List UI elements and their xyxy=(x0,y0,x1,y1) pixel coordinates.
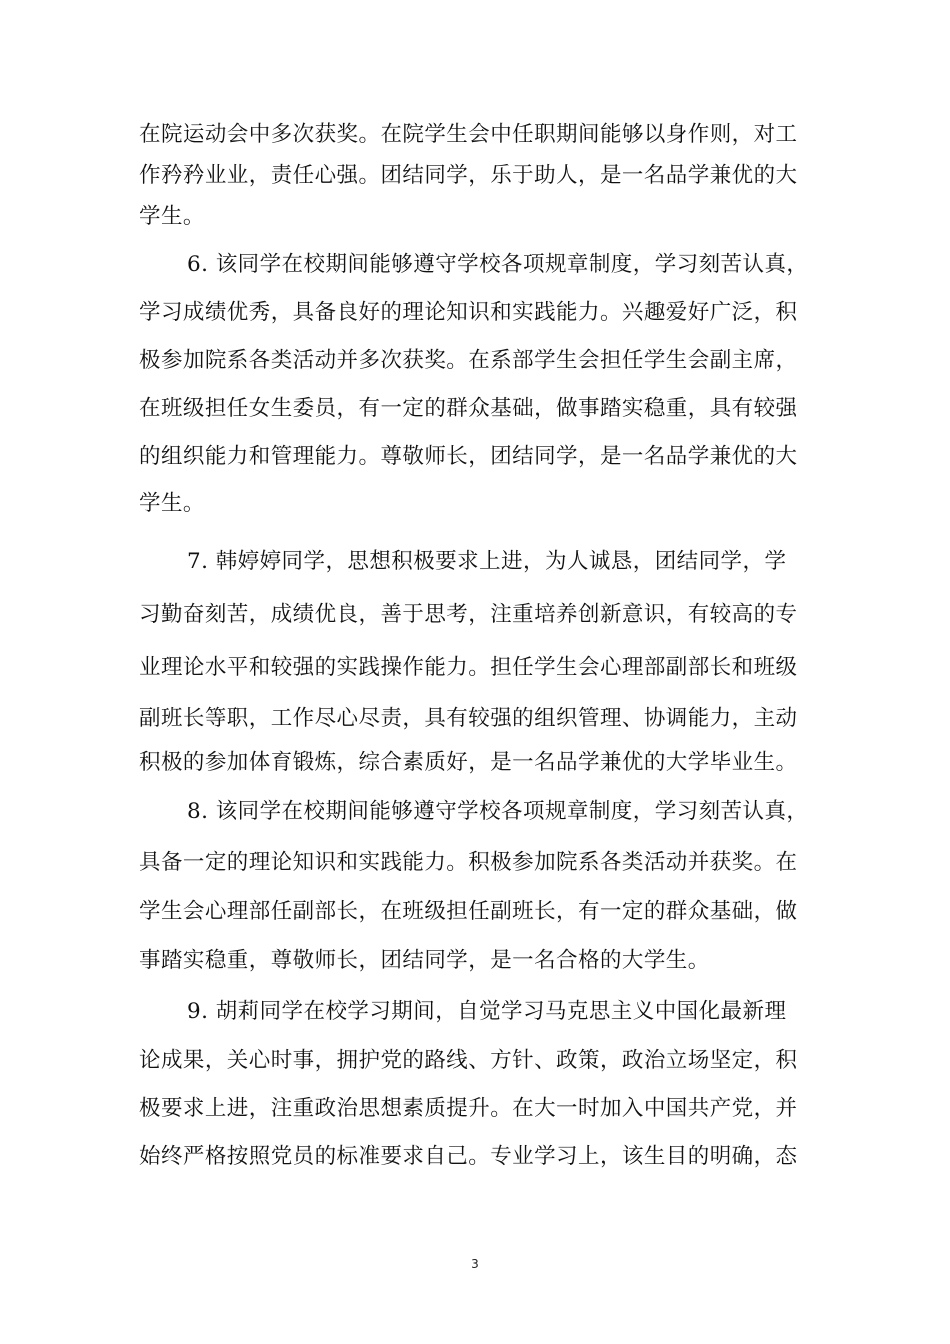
text-line: 在院运动会中多次获奖。在院学生会中任职期间能够以身作则，对工 xyxy=(139,122,798,147)
text-line: 学习成绩优秀，具备良好的理论知识和实践能力。兴趣爱好广泛，积 xyxy=(139,300,798,325)
text-line: 副班长等职，工作尽心尽责，具有较强的组织管理、协调能力，主动 xyxy=(139,706,798,731)
text-line: 学生。 xyxy=(139,491,205,516)
text-line: 7. 韩婷婷同学，思想积极要求上进，为人诚恳，团结同学，学 xyxy=(187,549,787,574)
text-line: 作矜矜业业，责任心强。团结同学，乐于助人，是一名品学兼优的大 xyxy=(139,163,798,188)
text-line: 具备一定的理论知识和实践能力。积极参加院系各类活动并获奖。在 xyxy=(139,850,798,875)
text-line: 始终严格按照党员的标准要求自己。专业学习上，该生目的明确，态 xyxy=(139,1144,798,1169)
text-line: 在班级担任女生委员，有一定的群众基础，做事踏实稳重，具有较强 xyxy=(139,396,798,421)
text-line: 习勤奋刻苦，成绩优良，善于思考，注重培养创新意识，有较高的专 xyxy=(139,602,798,627)
text-line: 论成果，关心时事，拥护党的路线、方针、政策，政治立场坚定，积 xyxy=(139,1048,798,1073)
text-line: 学生。 xyxy=(139,204,205,229)
text-line: 9. 胡莉同学在校学习期间，自觉学习马克思主义中国化最新理 xyxy=(187,999,787,1024)
text-line: 业理论水平和较强的实践操作能力。担任学生会心理部副部长和班级 xyxy=(139,655,798,680)
text-line: 极要求上进，注重政治思想素质提升。在大一时加入中国共产党，并 xyxy=(139,1096,798,1121)
text-line: 的组织能力和管理能力。尊敬师长，团结同学，是一名品学兼优的大 xyxy=(139,444,798,469)
text-line: 6. 该同学在校期间能够遵守学校各项规章制度，学习刻苦认真， xyxy=(187,252,809,277)
text-line: 事踏实稳重，尊敬师长，团结同学，是一名合格的大学生。 xyxy=(139,948,710,973)
text-line: 8. 该同学在校期间能够遵守学校各项规章制度，学习刻苦认真， xyxy=(187,799,809,824)
text-line: 积极的参加体育锻炼，综合素质好，是一名品学兼优的大学毕业生。 xyxy=(139,750,798,775)
text-line: 学生会心理部任副部长，在班级担任副班长，有一定的群众基础，做 xyxy=(139,899,798,924)
text-line: 极参加院系各类活动并多次获奖。在系部学生会担任学生会副主席， xyxy=(139,348,798,373)
page-number: 3 xyxy=(471,1257,479,1271)
